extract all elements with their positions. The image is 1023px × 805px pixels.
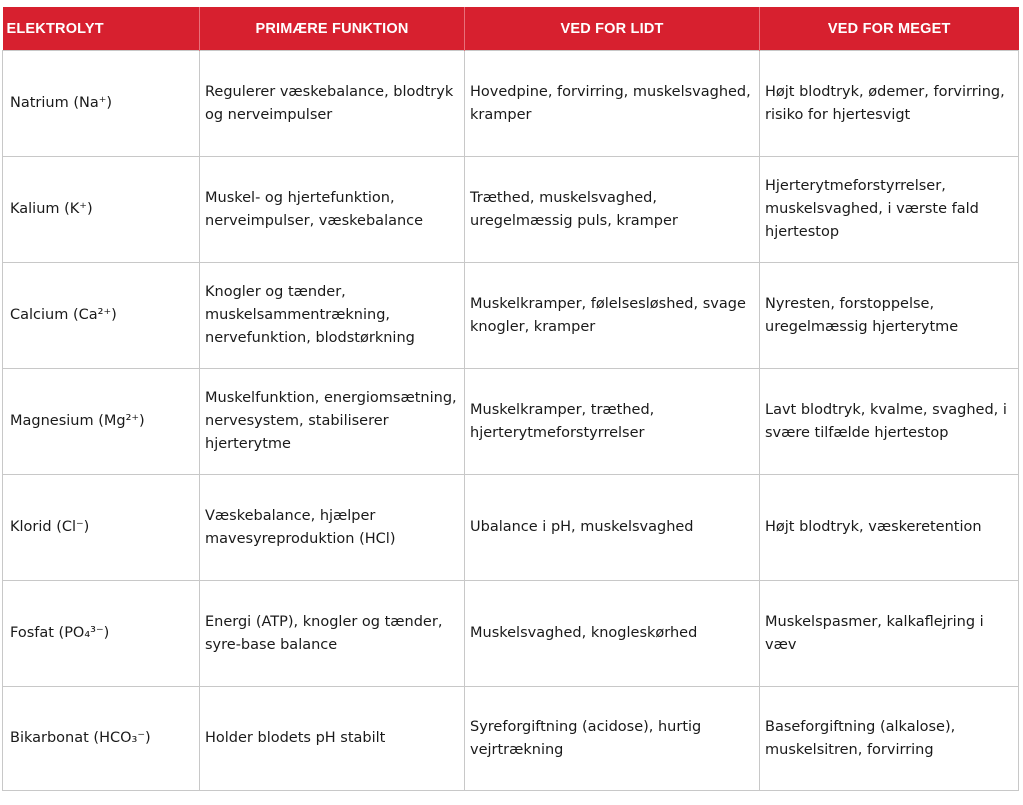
header-primary-function: PRIMÆRE FUNKTION [200, 7, 465, 51]
electrolyte-cell: Bikarbonat (HCO₃⁻) [3, 687, 200, 791]
table-row [3, 369, 1019, 475]
header-row [3, 7, 1019, 51]
too-little-cell: Træthed, muskelsvaghed, uregelmæssig puls, kramper [465, 157, 760, 263]
table-row [3, 475, 1019, 581]
electrolyte-cell: Fosfat (PO₄³⁻) [3, 581, 200, 687]
electrolyte-cell: Kalium (K⁺) [3, 157, 200, 263]
electrolyte-cell: Calcium (Ca²⁺) [3, 263, 200, 369]
function-cell: Muskelfunktion, energiomsætning, nervesystem, stabiliserer hjerterytme [200, 369, 465, 475]
electrolyte-cell: Magnesium (Mg²⁺) [3, 369, 200, 475]
too-little-cell: Muskelkramper, følelsesløshed, svage knogler, kramper [465, 263, 760, 369]
too-little-cell: Ubalance i pH, muskelsvaghed [465, 475, 760, 581]
header-electrolyte: ELEKTROLYT [3, 7, 200, 51]
too-much-cell: Baseforgiftning (alkalose), muskelsitren, forvirring [760, 687, 1019, 791]
too-little-cell: Syreforgiftning (acidose), hurtig vejrtrækning [465, 687, 760, 791]
header-too-much: VED FOR MEGET [760, 7, 1019, 51]
electrolyte-cell: Klorid (Cl⁻) [3, 475, 200, 581]
too-much-cell: Nyresten, forstoppelse, uregelmæssig hjerterytme [760, 263, 1019, 369]
table-row [3, 687, 1019, 791]
table-row [3, 157, 1019, 263]
electrolyte-table [2, 7, 1019, 791]
table-row [3, 51, 1019, 157]
too-much-cell: Hjerterytmeforstyrrelser, muskelsvaghed, i værste fald hjertestop [760, 157, 1019, 263]
too-much-cell: Muskelspasmer, kalkaflejring i væv [760, 581, 1019, 687]
function-cell: Energi (ATP), knogler og tænder, syre-base balance [200, 581, 465, 687]
too-much-cell: Højt blodtryk, væskeretention [760, 475, 1019, 581]
too-little-cell: Hovedpine, forvirring, muskelsvaghed, kramper [465, 51, 760, 157]
too-little-cell: Muskelsvaghed, knogleskørhed [465, 581, 760, 687]
too-much-cell: Lavt blodtryk, kvalme, svaghed, i svære tilfælde hjertestop [760, 369, 1019, 475]
function-cell: Muskel- og hjertefunktion, nerveimpulser, væskebalance [200, 157, 465, 263]
too-much-cell: Højt blodtryk, ødemer, forvirring, risiko for hjertesvigt [760, 51, 1019, 157]
header-too-little: VED FOR LIDT [465, 7, 760, 51]
table-row [3, 263, 1019, 369]
function-cell: Væskebalance, hjælper mavesyreproduktion (HCl) [200, 475, 465, 581]
table-row [3, 581, 1019, 687]
function-cell: Knogler og tænder, muskelsammentrækning, nervefunktion, blodstørkning [200, 263, 465, 369]
function-cell: Holder blodets pH stabilt [200, 687, 465, 791]
too-little-cell: Muskelkramper, træthed, hjerterytmeforstyrrelser [465, 369, 760, 475]
electrolyte-cell: Natrium (Na⁺) [3, 51, 200, 157]
function-cell: Regulerer væskebalance, blodtryk og nerveimpulser [200, 51, 465, 157]
